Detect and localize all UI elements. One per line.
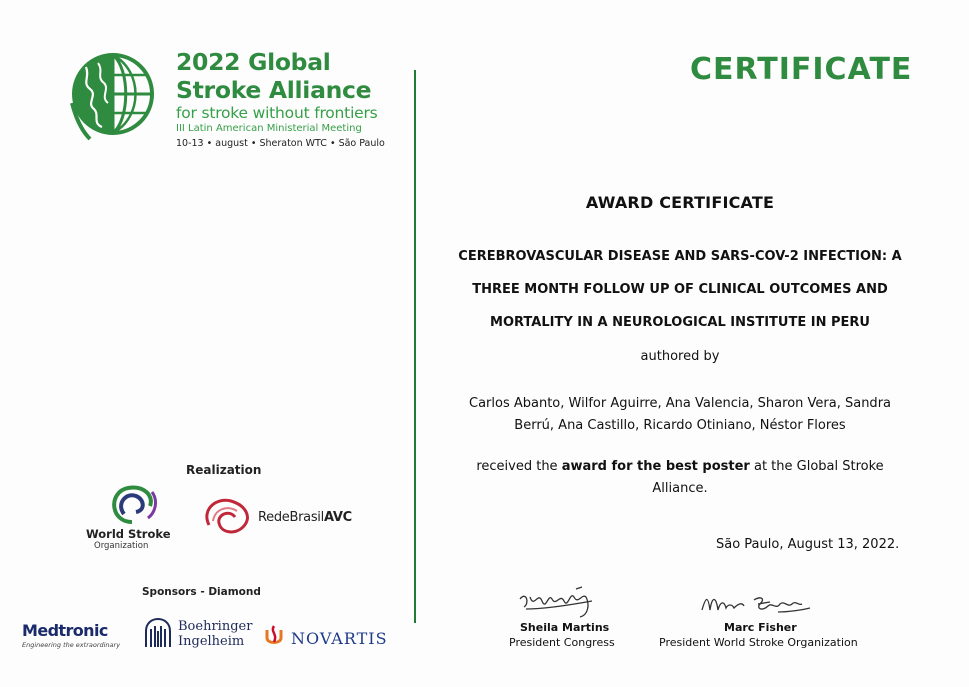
rede-name-part2: AVC	[323, 510, 352, 525]
authors-list	[430, 393, 930, 437]
bi-line2: Ingelheim	[178, 634, 245, 649]
award-statement	[430, 456, 930, 500]
signature-name: Sheila Martins	[520, 621, 610, 634]
boehringer-ingelheim-name	[178, 619, 252, 649]
rede-brasil-avc-name	[258, 510, 352, 525]
paper-title	[430, 240, 930, 339]
sponsors-label: Sponsors - Diamond	[142, 586, 261, 598]
realization-label: Realization	[186, 463, 262, 477]
wso-name: World Stroke	[86, 527, 171, 541]
event-title-line2: Stroke Alliance	[176, 76, 372, 104]
event-title-line1: 2022 Global	[176, 48, 331, 76]
paper-title-line: MORTALITY IN A NEUROLOGICAL INSTITUTE IN PERU	[490, 315, 870, 330]
award-title: AWARD CERTIFICATE	[585, 193, 775, 212]
signature-name: Marc Fisher	[724, 621, 797, 634]
event-subtitle: for stroke without frontiers	[176, 104, 378, 122]
medtronic-logo: Medtronic	[22, 621, 108, 640]
paper-title-line: THREE MONTH FOLLOW UP OF CLINICAL OUTCOMES AND	[472, 282, 888, 297]
globe-brain-logo-icon	[68, 47, 154, 145]
vertical-divider	[414, 70, 416, 623]
event-dates: 10-13 • august • Sheraton WTC • São Paulo	[176, 138, 385, 149]
event-meeting: III Latin American Ministerial Meeting	[176, 123, 362, 134]
paper-title-line: CEREBROVASCULAR DISEASE AND SARS-COV-2 INFECTION: A	[458, 249, 902, 264]
place-date: São Paulo, August 13, 2022.	[716, 537, 900, 552]
signature-sheila-martins	[516, 583, 606, 619]
signature-role: President Congress	[509, 636, 615, 649]
novartis-logo-icon	[263, 624, 285, 648]
award-prefix: received the	[476, 459, 562, 474]
award-suffix: at the Global Stroke	[749, 459, 884, 474]
novartis-name: NOVARTIS	[291, 629, 388, 648]
award-line2: Alliance.	[652, 481, 708, 496]
award-bold: award for the best poster	[561, 459, 750, 474]
certificate-heading: CERTIFICATE	[690, 52, 913, 87]
authors-line: Berrú, Ana Castillo, Ricardo Otiniano, Néstor Flores	[514, 418, 846, 433]
rede-brasil-avc-logo-icon	[201, 495, 257, 535]
signature-role: President World Stroke Organization	[659, 636, 858, 649]
bi-line1: Boehringer	[178, 619, 253, 634]
authored-by: authored by	[640, 349, 720, 364]
event-title	[176, 48, 371, 104]
wso-subtitle: Organization	[94, 541, 149, 551]
world-stroke-organization-logo-icon	[102, 482, 162, 526]
authors-line: Carlos Abanto, Wilfor Aguirre, Ana Valencia, Sharon Vera, Sandra	[469, 396, 891, 411]
boehringer-ingelheim-logo-icon	[143, 617, 173, 649]
signature-marc-fisher	[698, 590, 814, 618]
medtronic-tagline: Engineering the extraordinary	[22, 641, 121, 649]
rede-name-part1: RedeBrasil	[258, 510, 324, 525]
